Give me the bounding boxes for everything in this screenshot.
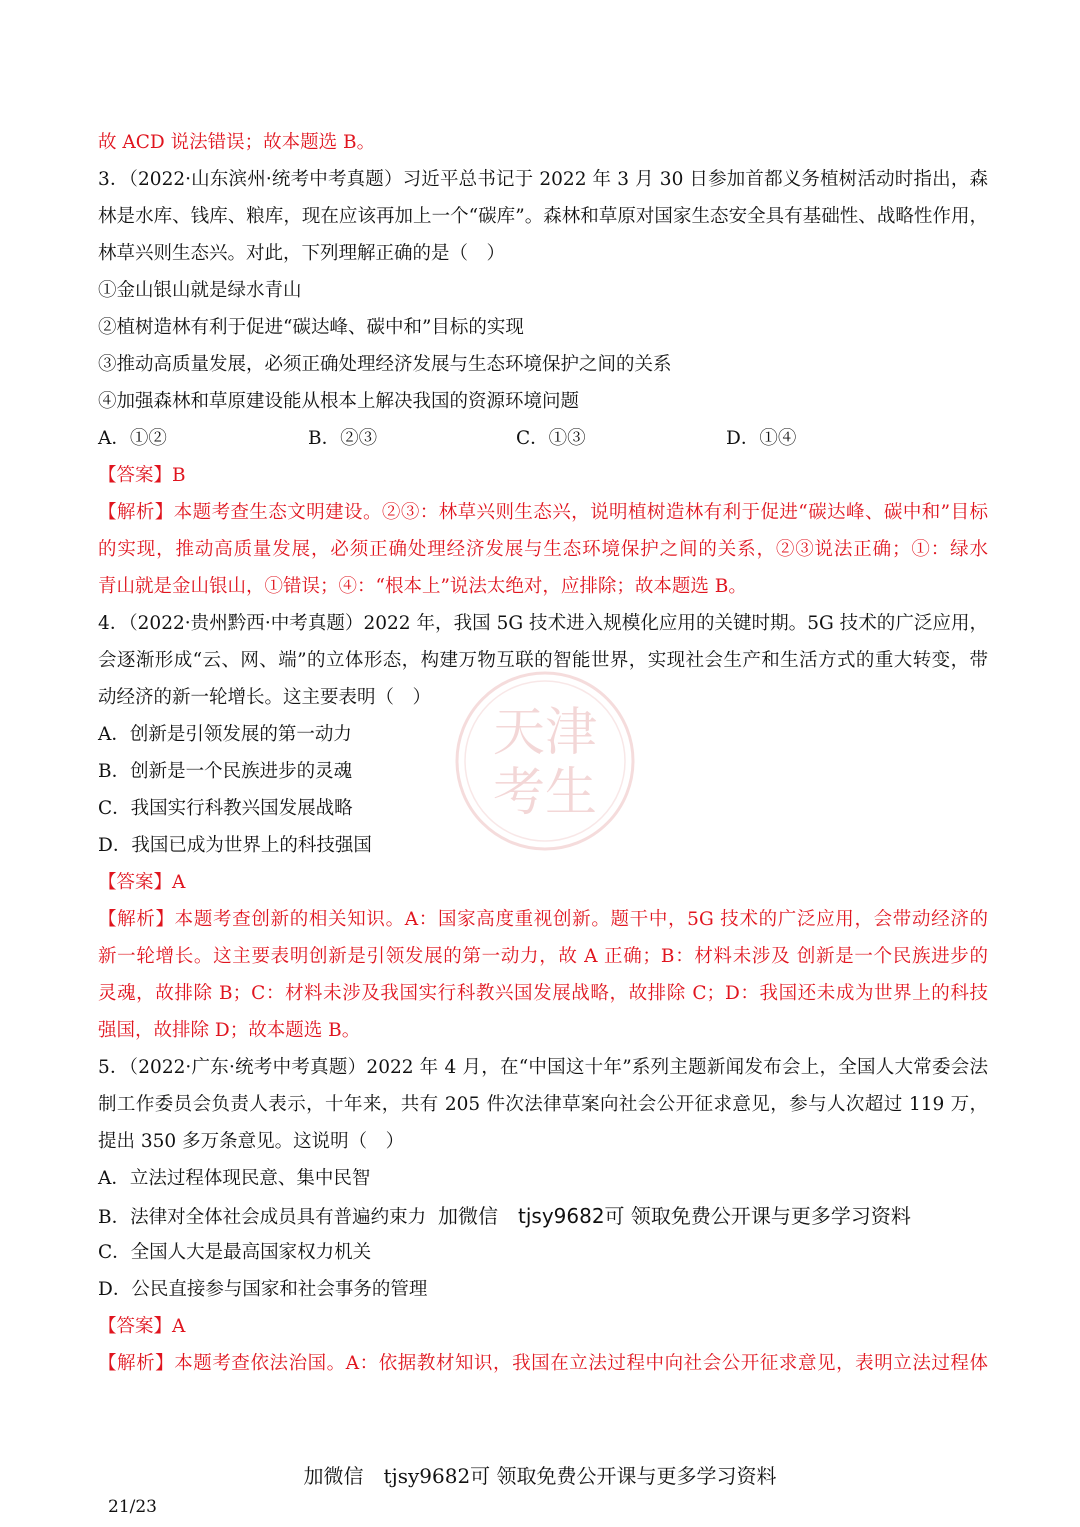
q5-option-b: B．法律对全体社会成员具有普遍约束力 (98, 1207, 427, 1228)
q3-stem-line-1: 3．（2022·山东滨州·统考中考真题）习近平总书记于 2022 年 3 月 30 日参加首都义务植树活动时指出，森 (98, 169, 988, 190)
q4-stem-line-2: 会逐渐形成“云、网、端”的立体形态，构建万物互联的智能世界，实现社会生产和生活方式的重大转变，带 (98, 650, 988, 671)
q5-option-c: C．全国人大是最高国家权力机关 (98, 1242, 372, 1263)
q4-option-d: D．我国已成为世界上的科技强国 (98, 835, 372, 856)
q5-option-d: D．公民直接参与国家和社会事务的管理 (98, 1279, 428, 1300)
q3-option-b: B．②③ (308, 428, 378, 449)
q5-stem-line-2: 制工作委员会负责人表示，十年来，共有 205 件次法律草案向社会公开征求意见，参与人次超过 119 万， (98, 1094, 988, 1115)
q3-option-c: C．①③ (516, 428, 586, 449)
q3-option-a: A．①② (98, 428, 167, 449)
q3-statement-1: ①金山银山就是绿水青山 (98, 280, 302, 301)
q4-option-a: A．创新是引领发展的第一动力 (98, 724, 352, 745)
q4-explanation-line-3: 灵魂，故排除 B；C：材料未涉及我国实行科教兴国发展战略，故排除 C；D：我国还未成为世界上的科技 (98, 983, 988, 1004)
q4-stem-line-1: 4．（2022·贵州黔西·中考真题）2022 年，我国 5G 技术进入规模化应用的关键时期。5G 技术的广泛应用， (98, 613, 988, 634)
q3-statement-4: ④加强森林和草原建设能从根本上解决我国的资源环境问题 (98, 391, 580, 412)
q5-option-a: A．立法过程体现民意、集中民智 (98, 1168, 371, 1189)
q4-explanation-line-2: 新一轮增长。这主要表明创新是引领发展的第一动力，故 A 正确；B：材料未涉及 创新是一个民族进步的 (98, 946, 988, 967)
q5-stem-line-3: 提出 350 多万条意见。这说明（ ） (98, 1131, 405, 1152)
page-number: 21/23 (108, 1497, 157, 1517)
q5-stem-line-1: 5．（2022·广东·统考中考真题）2022 年 4 月，在“中国这十年”系列主题新闻发布会上，全国人大常委会法 (98, 1057, 988, 1078)
q5-explanation-line-1: 【解析】本题考查依法治国。A：依据教材知识，我国在立法过程中向社会公开征求意见，表明立法过程体 (98, 1353, 988, 1374)
inline-wechat-ad: 加微信 tjsy9682可 领取免费公开课与更多学习资料 (438, 1204, 911, 1228)
q3-explanation-line-2: 的实现，推动高质量发展，必须正确处理经济发展与生态环境保护之间的关系，②③说法正确；①：绿水 (98, 539, 988, 560)
q4-explanation-line-1: 【解析】本题考查创新的相关知识。A：国家高度重视创新。题干中，5G 技术的广泛应用，会带动经济的 (98, 909, 988, 930)
q3-option-d: D．①④ (726, 428, 797, 449)
q4-option-b: B．创新是一个民族进步的灵魂 (98, 761, 353, 782)
q4-answer: 【答案】A (98, 872, 186, 893)
q4-stem-line-3: 动经济的新一轮增长。这主要表明（ ） (98, 687, 432, 708)
q3-answer: 【答案】B (98, 465, 186, 486)
prev-answer-conclusion: 故 ACD 说法错误；故本题选 B。 (98, 132, 376, 153)
q3-explanation-line-1: 【解析】本题考查生态文明建设。②③：林草兴则生态兴，说明植树造林有利于促进“碳达峰、碳中和”目标 (98, 502, 988, 523)
q5-answer: 【答案】A (98, 1316, 186, 1337)
q3-stem-line-2: 林是水库、钱库、粮库，现在应该再加上一个“碳库”。森林和草原对国家生态安全具有基础性、战略性作用， (98, 206, 988, 227)
footer-wechat-ad: 加微信 tjsy9682可 领取免费公开课与更多学习资料 (303, 1464, 777, 1488)
q4-explanation-line-4: 强国，故排除 D；故本题选 B。 (98, 1020, 361, 1041)
q3-statement-3: ③推动高质量发展，必须正确处理经济发展与生态环境保护之间的关系 (98, 354, 672, 375)
q3-explanation-line-3: 青山就是金山银山，①错误；④：“根本上”说法太绝对，应排除；故本题选 B。 (98, 576, 747, 597)
q4-option-c: C．我国实行科教兴国发展战略 (98, 798, 353, 819)
watermark-text-bottom: 考生 (492, 763, 598, 823)
q3-stem-line-3: 林草兴则生态兴。对此，下列理解正确的是（ ） (98, 243, 506, 264)
q5-option-b-row (98, 1204, 988, 1230)
watermark-text-top: 天津 (492, 703, 598, 763)
q3-statement-2: ②植树造林有利于促进“碳达峰、碳中和”目标的实现 (98, 317, 524, 338)
